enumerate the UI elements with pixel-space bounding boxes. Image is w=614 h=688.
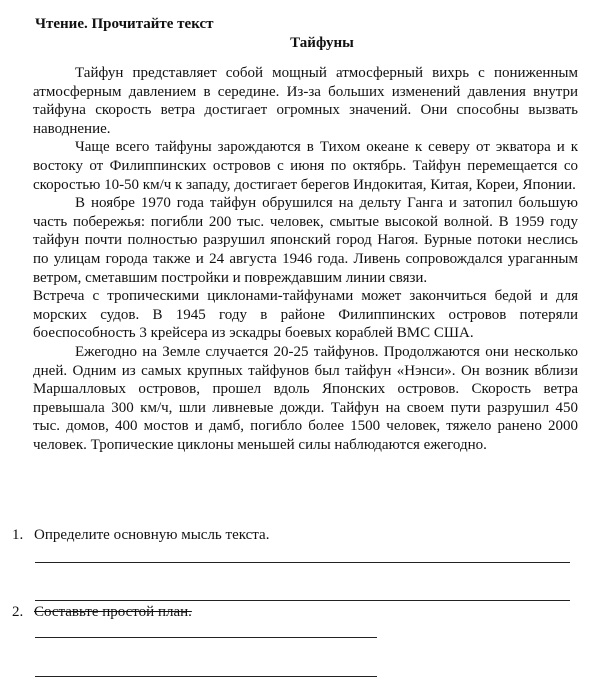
paragraph-2: Чаще всего тайфуны зарождаются в Тихом океане к северу от экватора и к востоку от Филиппинских островов с июня по октябрь. Тайфун перемещается со скоростью 10-50 км/ч к западу, достигает берегов Индокитая, Китая, Кореи, Японии.	[33, 139, 578, 193]
question-1-text: Определите основную мысль текста.	[34, 527, 270, 543]
text-title: Тайфуны	[290, 35, 354, 51]
paragraph-1: Тайфун представляет собой мощный атмосферный вихрь с пониженным атмосферным давлением в середине. Из-за больших изменений давления внутри тайфуна скорость ветра достигает огромных значений. Они способны вызвать наводнение.	[33, 65, 578, 137]
question-2-text: Составьте простой план.	[34, 604, 192, 620]
answer-line-2a	[35, 637, 377, 638]
answer-line-2b	[35, 676, 377, 677]
paragraph-3: В ноябре 1970 года тайфун обрушился на дельту Ганга и затопил большую часть побережья: погибли 200 тыс. человек, смытые высокой волной. В 1959 году тайфун почти полностью разрушил японский город Нагоя. Бурные потоки неслись по улицам города также и 24 августа 1946 года. Ливень сопровождался ураганным ветром, сметавшим постройки и повреждавшим линии связи.	[33, 195, 578, 286]
answer-line-1a	[35, 562, 570, 563]
question-2	[12, 603, 592, 621]
answer-line-1b	[35, 600, 570, 601]
questions-section-2	[12, 603, 592, 621]
question-1	[12, 526, 592, 544]
question-1-number: 1.	[12, 527, 24, 543]
questions-section	[12, 526, 592, 544]
paragraph-4: Встреча с тропическими циклонами-тайфунами может закончиться бедой и для морских судов. В 1945 году в районе Филиппинских островов потеряли боеспособность 3 крейсера из эскадры боевых кораблей ВМС США.	[33, 288, 578, 342]
section-heading: Чтение. Прочитайте текст	[35, 16, 214, 32]
paragraph-5: Ежегодно на Земле случается 20-25 тайфунов. Продолжаются они несколько дней. Одним из самых крупных тайфунов был тайфун «Нэнси». Он возник вблизи Маршалловых островов, прошел вдоль Японских островов. Скорость ветра превышала 300 км/ч, шли ливневые дожди. Тайфун на своем пути разрушил 450 тыс. домов, 400 мостов и дамб, погибло более 1500 человек, тяжело ранено 2000 человек. Тропические циклоны меньшей силы наблюдаются ежегодно.	[33, 343, 578, 453]
question-2-number: 2.	[12, 604, 24, 620]
reading-text	[33, 64, 578, 454]
